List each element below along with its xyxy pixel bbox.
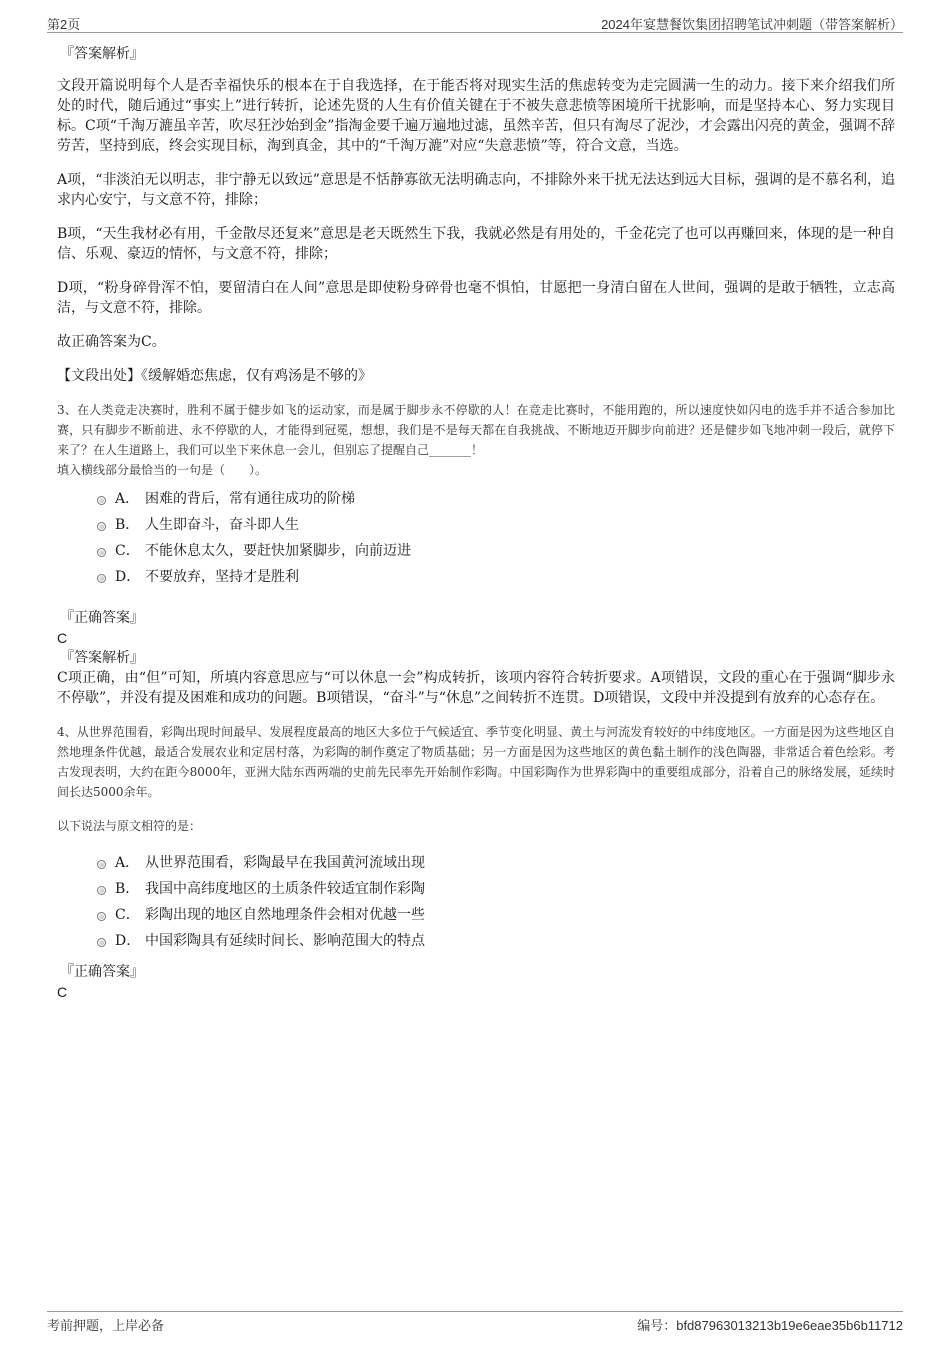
option-key: B． <box>115 517 140 533</box>
explanation-paragraph: D项，“粉身碎骨浑不怕，要留清白在人间”意思是即使粉身碎骨也毫不惧怕，甘愿把一身清白留在人世间，强调的是敢于牺牲，立志高洁，与文意不符，排除。 <box>57 280 895 316</box>
option-c[interactable] <box>57 538 895 564</box>
option-key: A． <box>115 491 140 507</box>
document-code <box>637 1315 903 1334</box>
radio-icon[interactable] <box>97 886 106 895</box>
option-key: C． <box>115 543 140 559</box>
option-text: 我国中高纬度地区的土质条件较适宜制作彩陶 <box>145 881 425 897</box>
option-d[interactable] <box>57 564 895 590</box>
explanation-heading: 『答案解析』 <box>60 650 144 666</box>
option-text: 困难的背后，常有通往成功的阶梯 <box>145 491 355 507</box>
final-answer-text: 故正确答案为C。 <box>57 334 166 350</box>
radio-icon[interactable] <box>97 548 106 557</box>
code-label: 编号： <box>637 1318 677 1333</box>
code-value: bfd87963013213b19e6eae35b6b11712 <box>676 1318 903 1333</box>
question-prompt: 以下说法与原文相符的是： <box>57 819 202 833</box>
explanation-paragraph: B项，“天生我材必有用，千金散尽还复来”意思是老天既然生下我，我就必然是有用处的，千金花完了也可以再赚回来，体现的是一种自信、乐观、豪迈的情怀，与文意不符，排除； <box>57 226 895 262</box>
option-key: D． <box>115 933 141 949</box>
radio-icon[interactable] <box>97 522 106 531</box>
option-c[interactable] <box>57 902 895 928</box>
question-3 <box>57 400 895 708</box>
option-b[interactable] <box>57 876 895 902</box>
option-list <box>57 486 895 590</box>
option-text: 从世界范围看，彩陶最早在我国黄河流域出现 <box>145 855 425 871</box>
page-footer <box>47 1311 903 1333</box>
option-key: B． <box>115 881 140 897</box>
page-number: 第2页 <box>47 17 81 32</box>
option-text: 不要放弃，坚持才是胜利 <box>145 569 299 585</box>
radio-icon[interactable] <box>97 860 106 869</box>
page-header <box>47 12 903 33</box>
answer-heading: 『正确答案』 <box>60 610 144 626</box>
radio-icon[interactable] <box>97 912 106 921</box>
option-a[interactable] <box>57 850 895 876</box>
option-list <box>57 850 895 954</box>
explanation-heading: 『答案解析』 <box>60 46 144 62</box>
option-d[interactable] <box>57 928 895 954</box>
footer-slogan: 考前押题，上岸必备 <box>47 1318 165 1333</box>
option-key: A． <box>115 855 140 871</box>
page-content <box>57 44 895 1002</box>
document-title: 2024年宴慧餐饮集团招聘笔试冲刺题（带答案解析） <box>601 17 903 32</box>
question-stem: 3、在人类竞走决赛时，胜利不属于健步如飞的运动家，而是属于脚步永不停歇的人！在竞走比赛时，不能用跑的，所以速度快如闪电的选手并不适合参加比赛，只有脚步不断前进、永不停歇的人，才能得到冠冕，想想，我们是不是每天都在自我挑战、不断地迈开脚步向前进？还是健步如飞地冲刺一段后，就停下来了？在人生道路上，我们可以坐下来休息一会儿，但别忘了提醒自己_______！ <box>57 403 895 457</box>
option-a[interactable] <box>57 486 895 512</box>
question-4 <box>57 722 895 1002</box>
answer-value: C <box>57 630 68 646</box>
question-prompt: 填入横线部分最恰当的一句是（ ）。 <box>57 463 268 477</box>
option-key: D． <box>115 569 141 585</box>
q2-explanation-section <box>57 44 895 386</box>
question-stem: 4、从世界范围看，彩陶出现时间最早、发展程度最高的地区大多位于气候适宜、季节变化明显、黄土与河流发育较好的中纬度地区。一方面是因为这些地区自然地理条件优越，最适合发展农业和定居村落，为彩陶的制作奠定了物质基础；另一方面是因为这些地区的黄色黏土制作的浅色陶器，非常适合着色绘彩。考古发现表明，大约在距今8000年，亚洲大陆东西两端的史前先民率先开始制作彩陶。中国彩陶作为世界彩陶中的重要组成部分，沿着自己的脉络发展，延续时间长达5000余年。 <box>57 725 895 799</box>
explanation-paragraph: 文段开篇说明每个人是否幸福快乐的根本在于自我选择，在于能否将对现实生活的焦虑转变为走完圆满一生的动力。接下来介绍我们所处的时代，随后通过“事实上”进行转折，论述先贤的人生有价值关键在于不被失意悲愤等困境所干扰影响，而是坚持本心、努力实现目标。C项“千淘万漉虽辛苦，吹尽狂沙始到金”指淘金要千遍万遍地过滤，虽然辛苦，但只有淘尽了泥沙，才会露出闪亮的黄金，强调不辞劳苦，坚持到底，终会实现目标，淘到真金，其中的“千淘万漉”对应“失意悲愤”等，符合文意，当选。 <box>57 78 895 154</box>
radio-icon[interactable] <box>97 938 106 947</box>
option-text: 中国彩陶具有延续时间长、影响范围大的特点 <box>145 933 425 949</box>
option-text: 人生即奋斗，奋斗即人生 <box>145 517 299 533</box>
explanation-paragraph: A项，“非淡泊无以明志，非宁静无以致远”意思是不恬静寡欲无法明确志向，不排除外来干扰无法达到远大目标，强调的是不慕名利，追求内心安宁，与文意不符，排除； <box>57 172 895 208</box>
source-citation: 【文段出处】《缓解婚恋焦虑，仅有鸡汤是不够的》 <box>57 368 372 384</box>
answer-value: C <box>57 984 68 1000</box>
radio-icon[interactable] <box>97 574 106 583</box>
explanation-paragraph: C项正确，由“但”可知，所填内容意思应与“可以休息一会”构成转折，该项内容符合转折要求。A项错误，文段的重心在于强调“脚步永不停歇”，并没有提及困难和成功的问题。B项错误，“奋斗”与“休息”之间转折不连贯。D项错误，文段中并没提到有放弃的心态存在。 <box>57 670 895 706</box>
answer-heading: 『正确答案』 <box>60 964 144 980</box>
option-b[interactable] <box>57 512 895 538</box>
option-text: 不能休息太久，要赶快加紧脚步，向前迈进 <box>145 543 411 559</box>
radio-icon[interactable] <box>97 496 106 505</box>
option-text: 彩陶出现的地区自然地理条件会相对优越一些 <box>145 907 425 923</box>
option-key: C． <box>115 907 140 923</box>
